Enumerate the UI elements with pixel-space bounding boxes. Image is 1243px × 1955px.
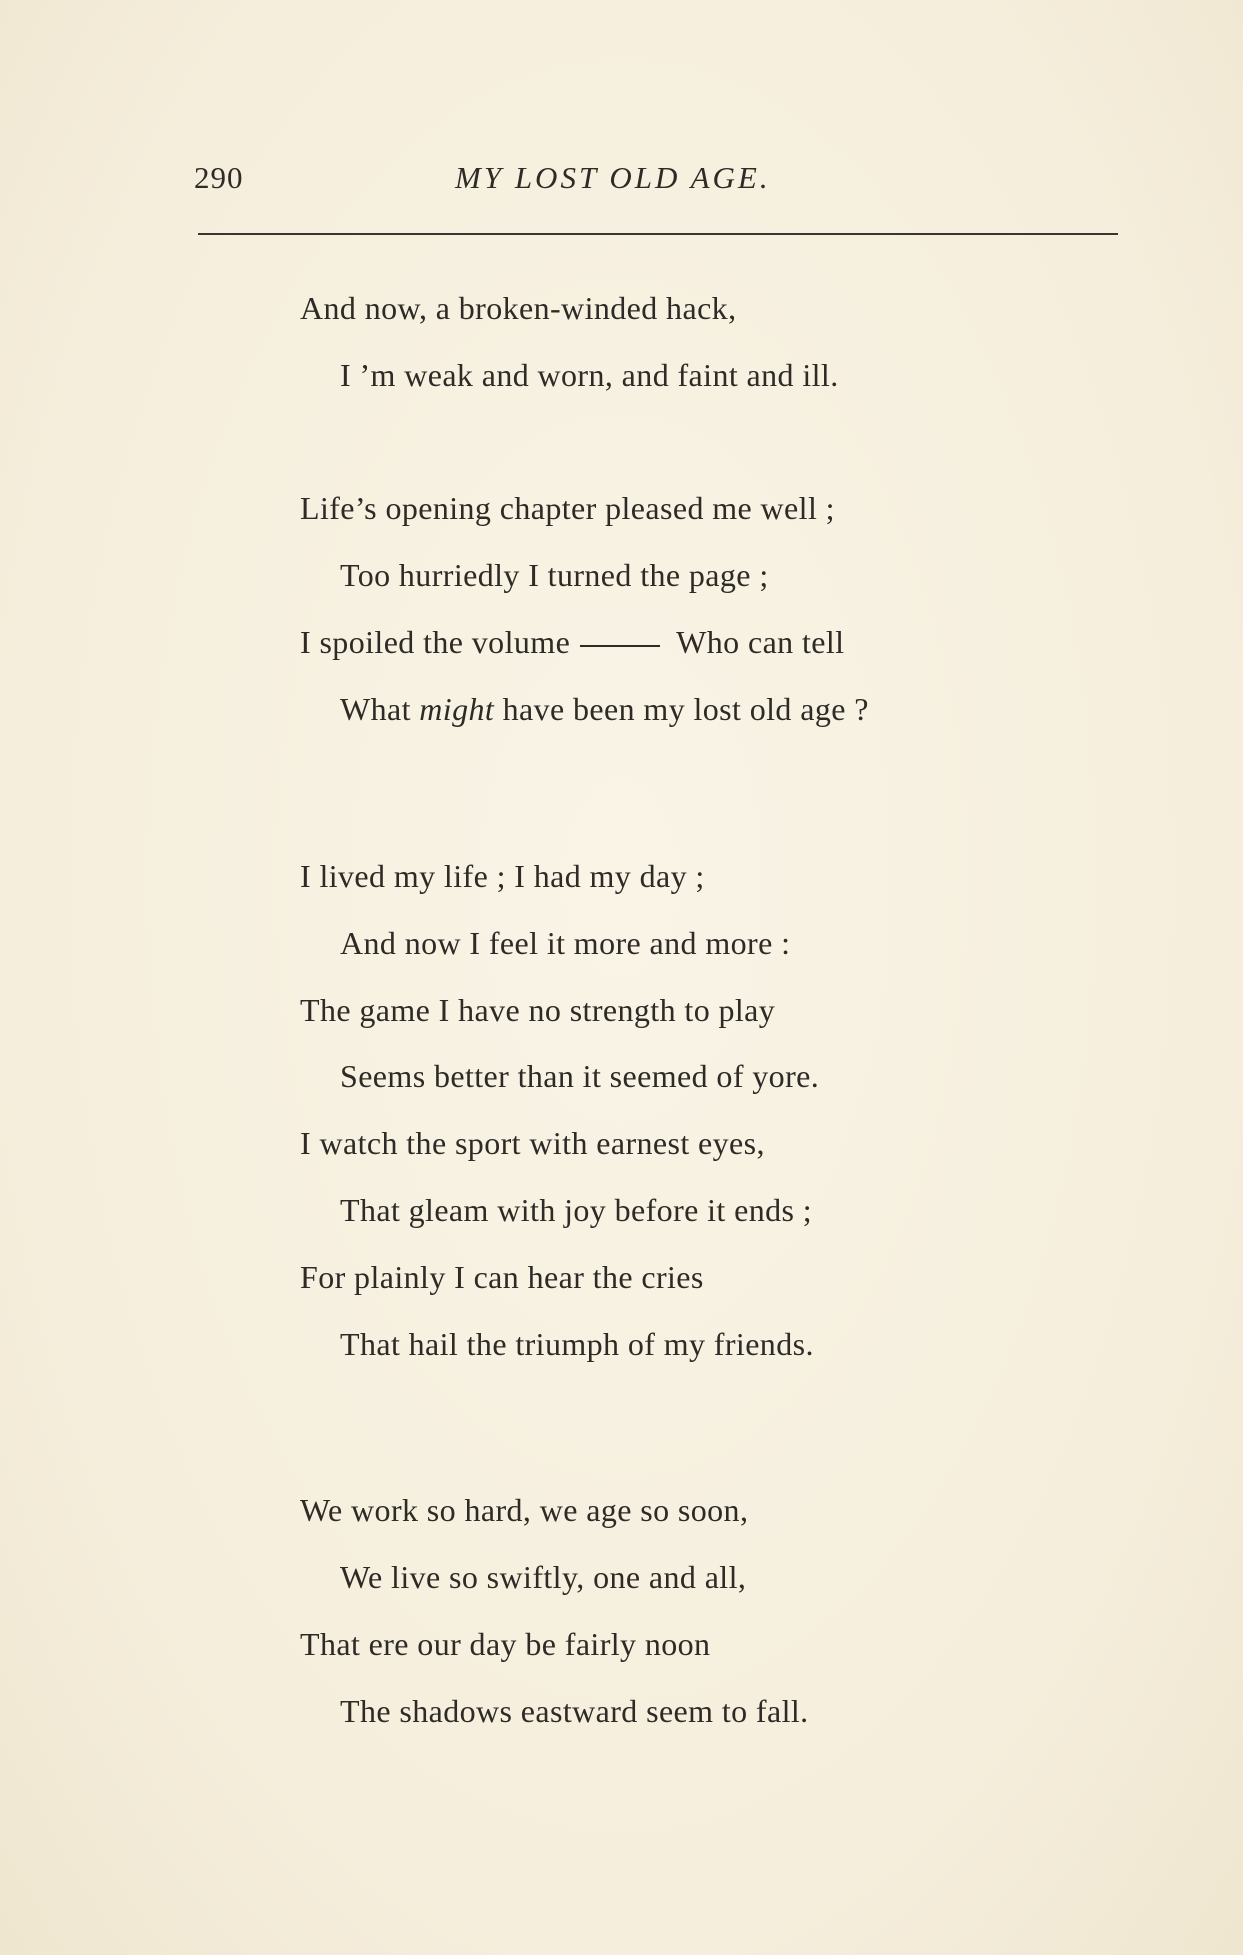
poem-line [300,624,844,661]
poem-line: And now I feel it more and more : [340,925,791,961]
page-number: 290 [194,160,244,195]
header-rule [198,233,1118,235]
poem-line: I watch the sport with earnest eyes, [300,1125,765,1161]
poem-line-text: I spoiled the volume [300,624,571,660]
poem-line: We live so swiftly, one and all, [340,1559,747,1595]
poem-line: Life’s opening chapter pleased me well ; [300,490,835,526]
poem-line-text: Who can tell [676,624,845,660]
poem-line: We work so hard, we age so soon, [300,1492,749,1528]
em-dash [580,645,660,647]
poem-line: That ere our day be fairly noon [300,1626,711,1662]
poem-line: Seems better than it seemed of yore. [340,1058,820,1094]
poem-line [340,691,869,728]
emphasized-word: might [419,691,495,727]
poem-line: The shadows eastward seem to fall. [340,1693,809,1729]
running-title: MY LOST OLD AGE. [455,160,771,195]
poem-line: The game I have no strength to play [300,992,776,1028]
poem-line: For plainly I can hear the cries [300,1259,704,1295]
poem-line: And now, a broken-winded hack, [300,290,737,326]
poem-line-text: have been my lost old age ? [494,691,869,727]
poem-line: That gleam with joy before it ends ; [340,1192,813,1228]
poem-line: Too hurriedly I turned the page ; [340,557,769,593]
poem-line-text: What [340,691,420,727]
poem-line: I ’m weak and worn, and faint and ill. [340,357,839,393]
poem-line: I lived my life ; I had my day ; [300,858,705,894]
poem-line: That hail the triumph of my friends. [340,1326,814,1362]
